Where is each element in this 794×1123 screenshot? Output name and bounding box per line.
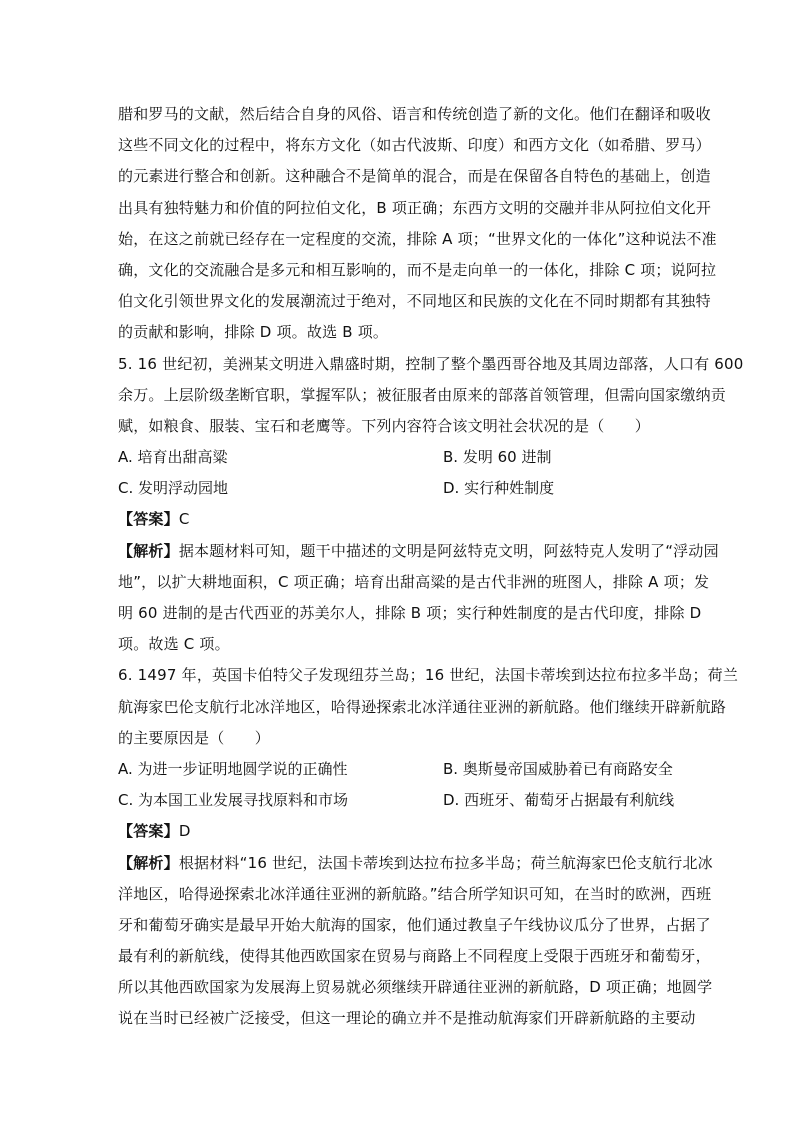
q5-analysis-line (118, 536, 719, 567)
q6-analysis-line (118, 848, 713, 879)
q4-analysis-line: 出具有独特魅力和价值的阿拉伯文化，B 项正确；东西方文明的交融并非从阿拉伯文化开 (118, 198, 712, 217)
analysis-text: 根据材料“16 世纪，法国卡蒂埃到达拉布拉多半岛；荷兰航海家巴伦支航行北冰 (178, 853, 713, 872)
q6-stem-line: 航海家巴伦支航行北冰洋地区，哈得逊探索北冰洋通往亚洲的新航路。他们继续开辟新航路 (118, 697, 727, 716)
q4-analysis-line: 腊和罗马的文献，然后结合自身的风俗、语言和传统创造了新的文化。他们在翻译和吸收 (118, 105, 711, 123)
q5-stem-line: 5. 16 世纪初，美洲某文明进入鼎盛时期，控制了整个墨西哥谷地及其周边部落，人口有 600 (118, 354, 744, 373)
q6-analysis-line: 所以其他西欧国家为发展海上贸易就必须继续开辟通往亚洲的新航路，D 项正确；地圆学 (118, 978, 713, 997)
q5-options-row-1 (118, 442, 678, 473)
answer-value: C (178, 510, 190, 529)
q5-analysis-line: 项。故选 C 项。 (118, 635, 230, 654)
answer-value: D (178, 822, 191, 841)
q6-analysis-line: 最有利的新航线，使得其他西欧国家在贸易与商路上不同程度上受限于西班牙和葡萄牙， (118, 947, 711, 966)
analysis-text: 据本题材料可知，题干中描述的文明是阿兹特克文明，阿兹特克人发明了“浮动园 (178, 541, 719, 560)
q6-options-row-2 (118, 785, 678, 816)
q6-options-row-1 (118, 754, 678, 785)
q6-stem-line: 6. 1497 年，英国卡伯特父子发现纽芬兰岛；16 世纪，法国卡蒂埃到达拉布拉多半岛；荷兰 (118, 666, 739, 685)
q6-answer (118, 816, 678, 847)
q6-option-a: A. 为进一步证明地圆学说的正确性 (118, 759, 348, 778)
page-content (118, 99, 744, 1035)
q5-option-c: C. 发明浮动园地 (118, 479, 229, 498)
answer-label: 【答案】 (118, 822, 179, 841)
q6-analysis-line: 洋地区，哈得逊探索北冰洋通往亚洲的新航路。”结合所学知识可知，在当时的欧洲，西班 (118, 884, 712, 903)
q4-analysis-line: 确，文化的交流融合是多元和相互影响的，而不是走向单一的一体化，排除 C 项；说阿拉 (118, 260, 717, 279)
q5-stem-line: 余万。上层阶级垄断官职，掌握军队；被征服者由原来的部落首领管理，但需向国家缴纳贡 (118, 385, 727, 404)
q4-analysis-line: 伯文化引领世界文化的发展潮流过于绝对，不同地区和民族的文化在不同时期都有其独特 (118, 292, 711, 311)
q4-analysis-line: 的贡献和影响，排除 D 项。故选 B 项。 (118, 323, 389, 342)
q6-option-c: C. 为本国工业发展寻找原料和市场 (118, 791, 349, 810)
q6-analysis-line: 说在当时已经被广泛接受，但这一理论的确立并不是推动航海家们开辟新航路的主要动 (118, 1009, 696, 1028)
analysis-label: 【解析】 (118, 853, 179, 872)
q5-answer (118, 504, 678, 535)
q5-options-row-2 (118, 473, 678, 504)
q5-analysis-line: 地”，以扩大耕地面积，C 项正确；培育出甜高粱的是古代非洲的班图人，排除 A 项；发 (118, 572, 710, 591)
q5-stem-line: 赋，如粮食、服装、宝石和老鹰等。下列内容符合该文明社会状况的是（ ） (118, 416, 651, 435)
q5-option-b: B. 发明 60 进制 (443, 448, 552, 467)
q6-option-b: B. 奥斯曼帝国威胁着已有商路安全 (443, 759, 673, 778)
q4-analysis-line: 这些不同文化的过程中，将东方文化（如古代波斯、印度）和西方文化（如希腊、罗马） (118, 136, 711, 155)
q5-option-a: A. 培育出甜高粱 (118, 448, 228, 467)
q4-analysis-line: 始，在这之前就已经存在一定程度的交流，排除 A 项；“世界文化的一体化”这种说法不准 (118, 229, 717, 248)
q5-analysis-line: 明 60 进制的是古代西亚的苏美尔人，排除 B 项；实行种姓制度的是古代印度，排除 D (118, 604, 702, 622)
q6-option-d: D. 西班牙、葡萄牙占据最有利航线 (443, 791, 675, 810)
q6-stem-line: 的主要原因是（ ） (118, 728, 271, 747)
answer-label: 【答案】 (118, 510, 179, 529)
q6-analysis-line: 牙和葡萄牙确实是最早开始大航海的国家，他们通过教皇子午线协议瓜分了世界，占据了 (118, 915, 711, 934)
analysis-label: 【解析】 (118, 541, 179, 560)
q5-option-d: D. 实行种姓制度 (443, 479, 555, 498)
q4-analysis-line: 的元素进行整合和创新。这种融合不是简单的混合，而是在保留各自特色的基础上，创造 (118, 167, 711, 186)
